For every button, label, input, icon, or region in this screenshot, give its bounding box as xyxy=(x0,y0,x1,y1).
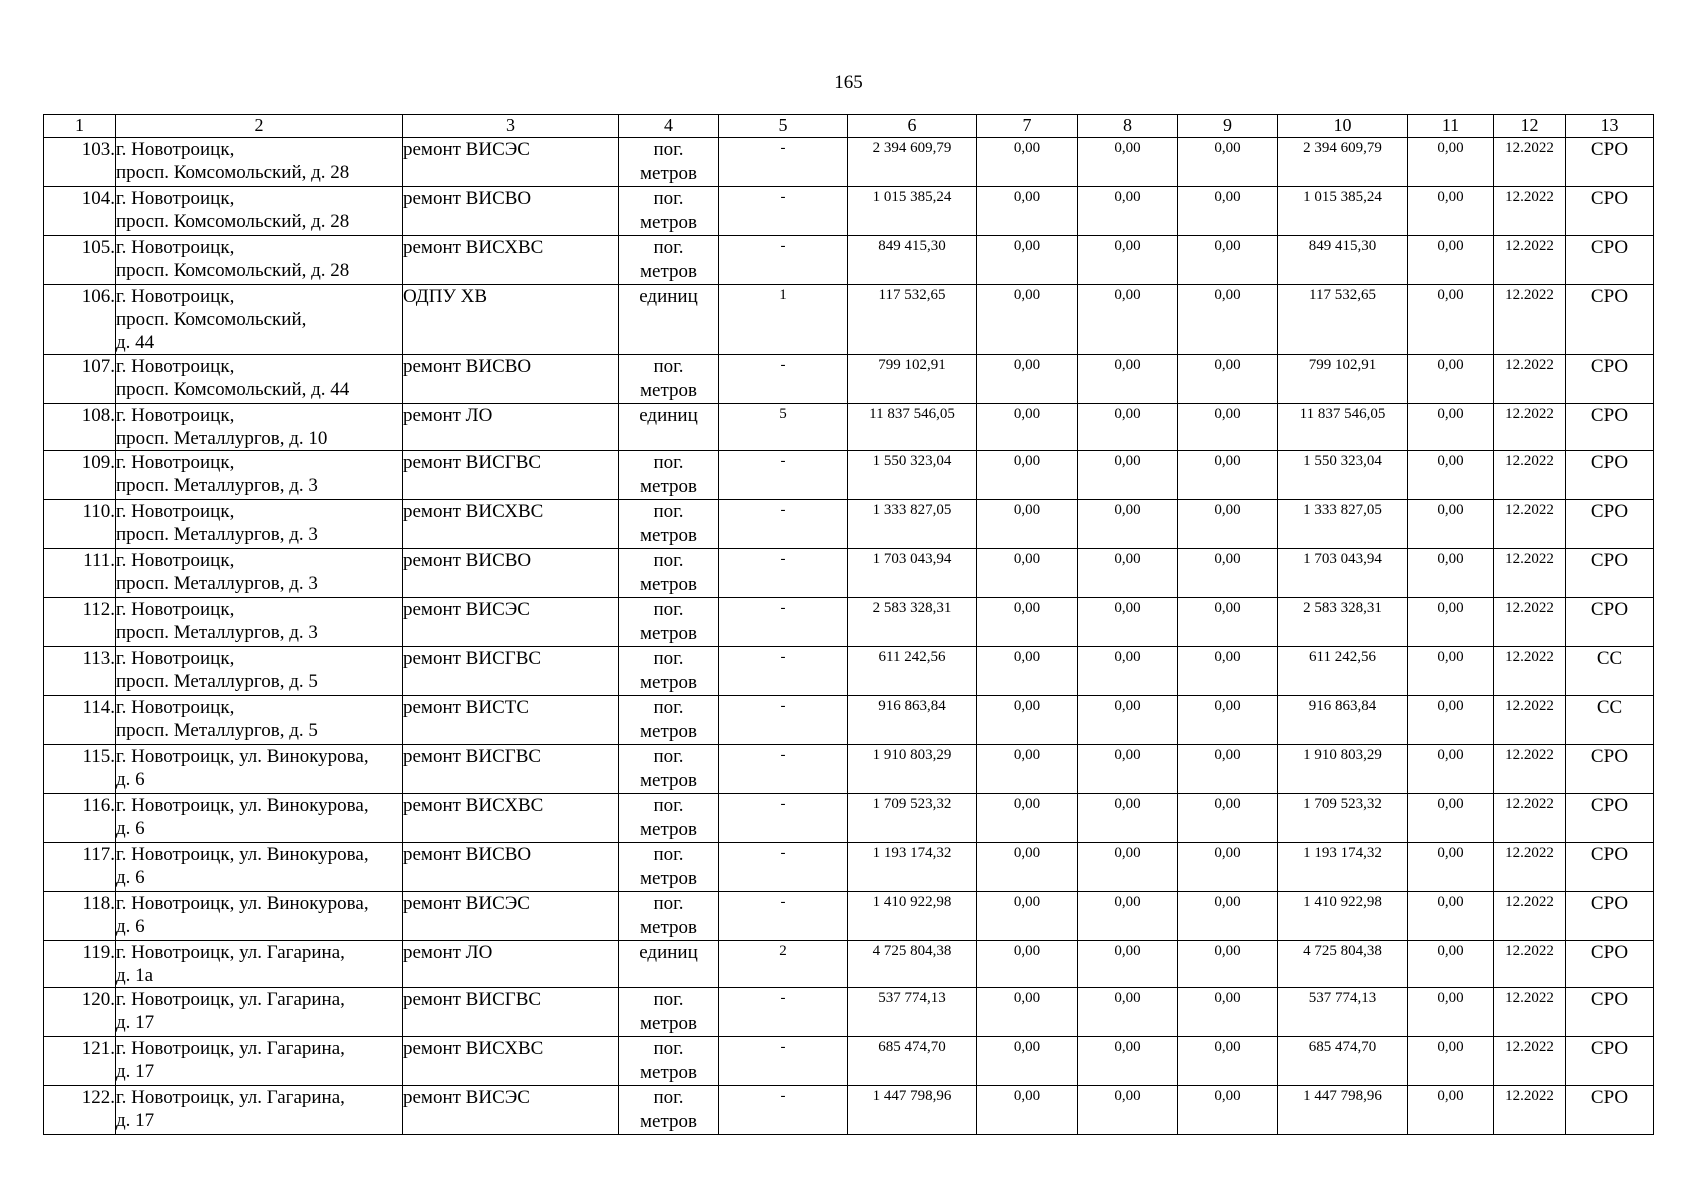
unit-cell: пог. метров xyxy=(619,138,719,187)
amount-cell: 0,00 xyxy=(1178,988,1278,1037)
table-row xyxy=(44,1037,1654,1086)
table-row xyxy=(44,598,1654,647)
completion-date-cell: 12.2022 xyxy=(1494,647,1566,696)
fund-type-cell: СРО xyxy=(1566,745,1654,794)
amount-cell: 0,00 xyxy=(1078,236,1178,285)
amount-cell: 1 703 043,94 xyxy=(1278,549,1408,598)
amount-cell: 0,00 xyxy=(1078,451,1178,500)
work-type-cell: ремонт ВИСХВС xyxy=(403,500,619,549)
fund-type-cell: СРО xyxy=(1566,794,1654,843)
table-row xyxy=(44,794,1654,843)
table-row xyxy=(44,892,1654,941)
amount-cell: 0,00 xyxy=(977,138,1078,187)
amount-cell: 0,00 xyxy=(1078,500,1178,549)
completion-date-cell: 12.2022 xyxy=(1494,843,1566,892)
unit-cell: пог. метров xyxy=(619,647,719,696)
amount-cell: 0,00 xyxy=(1408,843,1494,892)
amount-cell: 0,00 xyxy=(1408,941,1494,988)
amount-cell: 2 394 609,79 xyxy=(1278,138,1408,187)
fund-type-cell: СРО xyxy=(1566,404,1654,451)
amount-cell: 0,00 xyxy=(1078,285,1178,355)
table-row xyxy=(44,988,1654,1037)
table-row xyxy=(44,745,1654,794)
column-header: 3 xyxy=(403,115,619,138)
column-header: 13 xyxy=(1566,115,1654,138)
amount-cell: 1 910 803,29 xyxy=(1278,745,1408,794)
amount-cell: 0,00 xyxy=(1178,892,1278,941)
amount-cell: 1 709 523,32 xyxy=(1278,794,1408,843)
amount-cell: 11 837 546,05 xyxy=(1278,404,1408,451)
amount-cell: 0,00 xyxy=(1178,549,1278,598)
column-header: 7 xyxy=(977,115,1078,138)
amount-cell: 0,00 xyxy=(1078,843,1178,892)
amount-cell: 0,00 xyxy=(1078,988,1178,1037)
work-type-cell: ремонт ВИСХВС xyxy=(403,794,619,843)
unit-cell: пог. метров xyxy=(619,892,719,941)
amount-cell: 0,00 xyxy=(1078,696,1178,745)
quantity-cell: - xyxy=(719,1037,848,1086)
fund-type-cell: СРО xyxy=(1566,941,1654,988)
amount-cell: 0,00 xyxy=(1078,598,1178,647)
work-type-cell: ремонт ВИСВО xyxy=(403,549,619,598)
total-cost-cell: 2 394 609,79 xyxy=(848,138,977,187)
work-type-cell: ремонт ВИСВО xyxy=(403,355,619,404)
table-row xyxy=(44,941,1654,988)
quantity-cell: - xyxy=(719,451,848,500)
quantity-cell: - xyxy=(719,236,848,285)
amount-cell: 849 415,30 xyxy=(1278,236,1408,285)
work-type-cell: ремонт ВИСВО xyxy=(403,187,619,236)
work-type-cell: ремонт ВИСГВС xyxy=(403,988,619,1037)
amount-cell: 0,00 xyxy=(1178,598,1278,647)
unit-cell: пог. метров xyxy=(619,500,719,549)
amount-cell: 0,00 xyxy=(977,1086,1078,1135)
column-header: 10 xyxy=(1278,115,1408,138)
amount-cell: 0,00 xyxy=(977,843,1078,892)
fund-type-cell: СРО xyxy=(1566,285,1654,355)
amount-cell: 0,00 xyxy=(977,404,1078,451)
amount-cell: 0,00 xyxy=(1408,794,1494,843)
amount-cell: 0,00 xyxy=(1078,187,1178,236)
total-cost-cell: 1 333 827,05 xyxy=(848,500,977,549)
address-cell: г. Новотроицк, просп. Металлургов, д. 3 xyxy=(116,549,403,598)
amount-cell: 0,00 xyxy=(1178,794,1278,843)
amount-cell: 1 410 922,98 xyxy=(1278,892,1408,941)
work-type-cell: ремонт ВИСЭС xyxy=(403,892,619,941)
amount-cell: 0,00 xyxy=(977,187,1078,236)
address-cell: г. Новотроицк, ул. Винокурова, д. 6 xyxy=(116,843,403,892)
amount-cell: 0,00 xyxy=(977,236,1078,285)
table-body xyxy=(44,138,1654,1135)
amount-cell: 0,00 xyxy=(1078,745,1178,794)
amount-cell: 0,00 xyxy=(1178,187,1278,236)
total-cost-cell: 1 447 798,96 xyxy=(848,1086,977,1135)
amount-cell: 0,00 xyxy=(977,598,1078,647)
row-number: 115. xyxy=(44,745,116,794)
address-cell: г. Новотроицк, ул. Винокурова, д. 6 xyxy=(116,745,403,794)
total-cost-cell: 849 415,30 xyxy=(848,236,977,285)
completion-date-cell: 12.2022 xyxy=(1494,598,1566,647)
completion-date-cell: 12.2022 xyxy=(1494,404,1566,451)
unit-cell: пог. метров xyxy=(619,549,719,598)
row-number: 122. xyxy=(44,1086,116,1135)
amount-cell: 0,00 xyxy=(1408,451,1494,500)
total-cost-cell: 1 410 922,98 xyxy=(848,892,977,941)
address-cell: г. Новотроицк, просп. Металлургов, д. 3 xyxy=(116,500,403,549)
total-cost-cell: 1 703 043,94 xyxy=(848,549,977,598)
amount-cell: 0,00 xyxy=(1178,647,1278,696)
total-cost-cell: 2 583 328,31 xyxy=(848,598,977,647)
address-cell: г. Новотроицк, просп. Металлургов, д. 3 xyxy=(116,598,403,647)
column-header: 8 xyxy=(1078,115,1178,138)
quantity-cell: - xyxy=(719,500,848,549)
amount-cell: 0,00 xyxy=(1078,1037,1178,1086)
completion-date-cell: 12.2022 xyxy=(1494,941,1566,988)
work-type-cell: ремонт ВИСХВС xyxy=(403,1037,619,1086)
fund-type-cell: СРО xyxy=(1566,355,1654,404)
table-row xyxy=(44,138,1654,187)
work-type-cell: ремонт ВИСХВС xyxy=(403,236,619,285)
table-row xyxy=(44,404,1654,451)
total-cost-cell: 1 910 803,29 xyxy=(848,745,977,794)
repair-registry-table xyxy=(43,114,1654,1135)
amount-cell: 0,00 xyxy=(1178,696,1278,745)
address-cell: г. Новотроицк, просп. Комсомольский, д. 28 xyxy=(116,236,403,285)
work-type-cell: ремонт ВИСЭС xyxy=(403,1086,619,1135)
row-number: 110. xyxy=(44,500,116,549)
quantity-cell: - xyxy=(719,745,848,794)
table-row xyxy=(44,451,1654,500)
row-number: 113. xyxy=(44,647,116,696)
row-number: 118. xyxy=(44,892,116,941)
total-cost-cell: 916 863,84 xyxy=(848,696,977,745)
address-cell: г. Новотроицк, просп. Металлургов, д. 3 xyxy=(116,451,403,500)
amount-cell: 1 447 798,96 xyxy=(1278,1086,1408,1135)
completion-date-cell: 12.2022 xyxy=(1494,500,1566,549)
amount-cell: 0,00 xyxy=(977,794,1078,843)
unit-cell: единиц xyxy=(619,404,719,451)
quantity-cell: - xyxy=(719,138,848,187)
unit-cell: единиц xyxy=(619,941,719,988)
amount-cell: 0,00 xyxy=(977,1037,1078,1086)
fund-type-cell: СРО xyxy=(1566,988,1654,1037)
amount-cell: 0,00 xyxy=(1408,1037,1494,1086)
amount-cell: 0,00 xyxy=(1178,941,1278,988)
amount-cell: 0,00 xyxy=(977,892,1078,941)
amount-cell: 1 193 174,32 xyxy=(1278,843,1408,892)
amount-cell: 916 863,84 xyxy=(1278,696,1408,745)
amount-cell: 0,00 xyxy=(1178,404,1278,451)
address-cell: г. Новотроицк, просп. Комсомольский, д. 44 xyxy=(116,355,403,404)
fund-type-cell: СС xyxy=(1566,696,1654,745)
unit-cell: пог. метров xyxy=(619,843,719,892)
amount-cell: 0,00 xyxy=(1408,355,1494,404)
address-cell: г. Новотроицк, просп. Металлургов, д. 5 xyxy=(116,696,403,745)
address-cell: г. Новотроицк, ул. Гагарина, д. 17 xyxy=(116,1037,403,1086)
amount-cell: 1 333 827,05 xyxy=(1278,500,1408,549)
amount-cell: 0,00 xyxy=(977,451,1078,500)
unit-cell: пог. метров xyxy=(619,1086,719,1135)
table-row xyxy=(44,647,1654,696)
unit-cell: пог. метров xyxy=(619,236,719,285)
quantity-cell: 1 xyxy=(719,285,848,355)
completion-date-cell: 12.2022 xyxy=(1494,355,1566,404)
amount-cell: 0,00 xyxy=(1078,941,1178,988)
unit-cell: пог. метров xyxy=(619,598,719,647)
row-number: 104. xyxy=(44,187,116,236)
fund-type-cell: СРО xyxy=(1566,1086,1654,1135)
total-cost-cell: 117 532,65 xyxy=(848,285,977,355)
unit-cell: пог. метров xyxy=(619,696,719,745)
address-cell: г. Новотроицк, просп. Комсомольский, д. 28 xyxy=(116,138,403,187)
fund-type-cell: СРО xyxy=(1566,500,1654,549)
address-cell: г. Новотроицк, просп. Металлургов, д. 5 xyxy=(116,647,403,696)
amount-cell: 0,00 xyxy=(977,941,1078,988)
address-cell: г. Новотроицк, просп. Комсомольский, д. 44 xyxy=(116,285,403,355)
table-row xyxy=(44,696,1654,745)
amount-cell: 0,00 xyxy=(977,549,1078,598)
amount-cell: 685 474,70 xyxy=(1278,1037,1408,1086)
amount-cell: 0,00 xyxy=(1078,404,1178,451)
row-number: 108. xyxy=(44,404,116,451)
amount-cell: 0,00 xyxy=(1078,794,1178,843)
amount-cell: 1 550 323,04 xyxy=(1278,451,1408,500)
amount-cell: 0,00 xyxy=(1178,285,1278,355)
amount-cell: 0,00 xyxy=(1178,843,1278,892)
fund-type-cell: СРО xyxy=(1566,1037,1654,1086)
amount-cell: 0,00 xyxy=(1408,696,1494,745)
completion-date-cell: 12.2022 xyxy=(1494,549,1566,598)
quantity-cell: - xyxy=(719,892,848,941)
work-type-cell: ремонт ЛО xyxy=(403,404,619,451)
address-cell: г. Новотроицк, ул. Гагарина, д. 1а xyxy=(116,941,403,988)
amount-cell: 0,00 xyxy=(1178,451,1278,500)
completion-date-cell: 12.2022 xyxy=(1494,794,1566,843)
fund-type-cell: СРО xyxy=(1566,598,1654,647)
amount-cell: 1 015 385,24 xyxy=(1278,187,1408,236)
amount-cell: 0,00 xyxy=(1078,355,1178,404)
total-cost-cell: 611 242,56 xyxy=(848,647,977,696)
quantity-cell: 5 xyxy=(719,404,848,451)
fund-type-cell: СРО xyxy=(1566,451,1654,500)
total-cost-cell: 1 709 523,32 xyxy=(848,794,977,843)
amount-cell: 0,00 xyxy=(977,500,1078,549)
completion-date-cell: 12.2022 xyxy=(1494,696,1566,745)
quantity-cell: 2 xyxy=(719,941,848,988)
unit-cell: пог. метров xyxy=(619,745,719,794)
amount-cell: 0,00 xyxy=(1408,988,1494,1037)
total-cost-cell: 1 550 323,04 xyxy=(848,451,977,500)
amount-cell: 0,00 xyxy=(1408,745,1494,794)
fund-type-cell: СРО xyxy=(1566,843,1654,892)
row-number: 109. xyxy=(44,451,116,500)
unit-cell: пог. метров xyxy=(619,1037,719,1086)
fund-type-cell: СРО xyxy=(1566,549,1654,598)
row-number: 105. xyxy=(44,236,116,285)
amount-cell: 0,00 xyxy=(1408,598,1494,647)
total-cost-cell: 4 725 804,38 xyxy=(848,941,977,988)
row-number: 107. xyxy=(44,355,116,404)
work-type-cell: ремонт ЛО xyxy=(403,941,619,988)
row-number: 117. xyxy=(44,843,116,892)
completion-date-cell: 12.2022 xyxy=(1494,187,1566,236)
row-number: 114. xyxy=(44,696,116,745)
header-row xyxy=(44,115,1654,138)
table-row xyxy=(44,500,1654,549)
column-header: 11 xyxy=(1408,115,1494,138)
completion-date-cell: 12.2022 xyxy=(1494,1037,1566,1086)
address-cell: г. Новотроицк, ул. Гагарина, д. 17 xyxy=(116,988,403,1037)
amount-cell: 0,00 xyxy=(1408,892,1494,941)
amount-cell: 0,00 xyxy=(1178,745,1278,794)
quantity-cell: - xyxy=(719,598,848,647)
fund-type-cell: СРО xyxy=(1566,187,1654,236)
work-type-cell: ремонт ВИСТС xyxy=(403,696,619,745)
amount-cell: 2 583 328,31 xyxy=(1278,598,1408,647)
table-row xyxy=(44,236,1654,285)
amount-cell: 0,00 xyxy=(1408,404,1494,451)
amount-cell: 0,00 xyxy=(977,285,1078,355)
unit-cell: пог. метров xyxy=(619,187,719,236)
amount-cell: 0,00 xyxy=(1408,1086,1494,1135)
row-number: 119. xyxy=(44,941,116,988)
amount-cell: 0,00 xyxy=(1408,549,1494,598)
total-cost-cell: 11 837 546,05 xyxy=(848,404,977,451)
total-cost-cell: 685 474,70 xyxy=(848,1037,977,1086)
column-header: 6 xyxy=(848,115,977,138)
table-row xyxy=(44,355,1654,404)
work-type-cell: ремонт ВИСЭС xyxy=(403,598,619,647)
amount-cell: 0,00 xyxy=(1408,647,1494,696)
column-header: 12 xyxy=(1494,115,1566,138)
column-header: 4 xyxy=(619,115,719,138)
fund-type-cell: СРО xyxy=(1566,138,1654,187)
amount-cell: 0,00 xyxy=(1408,285,1494,355)
address-cell: г. Новотроицк, просп. Металлургов, д. 10 xyxy=(116,404,403,451)
work-type-cell: ремонт ВИСГВС xyxy=(403,647,619,696)
amount-cell: 611 242,56 xyxy=(1278,647,1408,696)
row-number: 106. xyxy=(44,285,116,355)
amount-cell: 0,00 xyxy=(1078,549,1178,598)
total-cost-cell: 1 015 385,24 xyxy=(848,187,977,236)
row-number: 112. xyxy=(44,598,116,647)
table-row xyxy=(44,843,1654,892)
unit-cell: единиц xyxy=(619,285,719,355)
amount-cell: 0,00 xyxy=(1178,1037,1278,1086)
amount-cell: 0,00 xyxy=(1178,138,1278,187)
completion-date-cell: 12.2022 xyxy=(1494,451,1566,500)
amount-cell: 4 725 804,38 xyxy=(1278,941,1408,988)
page-number: 165 xyxy=(834,72,863,93)
total-cost-cell: 537 774,13 xyxy=(848,988,977,1037)
row-number: 120. xyxy=(44,988,116,1037)
table-row xyxy=(44,549,1654,598)
total-cost-cell: 799 102,91 xyxy=(848,355,977,404)
unit-cell: пог. метров xyxy=(619,355,719,404)
amount-cell: 0,00 xyxy=(977,355,1078,404)
amount-cell: 0,00 xyxy=(1408,138,1494,187)
unit-cell: пог. метров xyxy=(619,794,719,843)
work-type-cell: ремонт ВИСГВС xyxy=(403,451,619,500)
address-cell: г. Новотроицк, ул. Винокурова, д. 6 xyxy=(116,892,403,941)
completion-date-cell: 12.2022 xyxy=(1494,138,1566,187)
amount-cell: 0,00 xyxy=(1178,1086,1278,1135)
amount-cell: 0,00 xyxy=(1078,138,1178,187)
quantity-cell: - xyxy=(719,1086,848,1135)
column-header: 9 xyxy=(1178,115,1278,138)
fund-type-cell: СРО xyxy=(1566,236,1654,285)
amount-cell: 0,00 xyxy=(977,745,1078,794)
address-cell: г. Новотроицк, ул. Винокурова, д. 6 xyxy=(116,794,403,843)
quantity-cell: - xyxy=(719,355,848,404)
table-row xyxy=(44,1086,1654,1135)
amount-cell: 0,00 xyxy=(1408,236,1494,285)
quantity-cell: - xyxy=(719,187,848,236)
work-type-cell: ремонт ВИСГВС xyxy=(403,745,619,794)
amount-cell: 799 102,91 xyxy=(1278,355,1408,404)
completion-date-cell: 12.2022 xyxy=(1494,285,1566,355)
amount-cell: 0,00 xyxy=(1078,892,1178,941)
unit-cell: пог. метров xyxy=(619,451,719,500)
completion-date-cell: 12.2022 xyxy=(1494,1086,1566,1135)
amount-cell: 0,00 xyxy=(1078,1086,1178,1135)
completion-date-cell: 12.2022 xyxy=(1494,892,1566,941)
quantity-cell: - xyxy=(719,794,848,843)
amount-cell: 0,00 xyxy=(1078,647,1178,696)
unit-cell: пог. метров xyxy=(619,988,719,1037)
completion-date-cell: 12.2022 xyxy=(1494,236,1566,285)
column-header: 2 xyxy=(116,115,403,138)
work-type-cell: ремонт ВИСВО xyxy=(403,843,619,892)
completion-date-cell: 12.2022 xyxy=(1494,988,1566,1037)
quantity-cell: - xyxy=(719,843,848,892)
amount-cell: 0,00 xyxy=(1408,187,1494,236)
amount-cell: 0,00 xyxy=(977,696,1078,745)
quantity-cell: - xyxy=(719,647,848,696)
work-type-cell: ремонт ВИСЭС xyxy=(403,138,619,187)
work-type-cell: ОДПУ ХВ xyxy=(403,285,619,355)
quantity-cell: - xyxy=(719,549,848,598)
quantity-cell: - xyxy=(719,988,848,1037)
row-number: 121. xyxy=(44,1037,116,1086)
amount-cell: 0,00 xyxy=(977,988,1078,1037)
amount-cell: 0,00 xyxy=(1408,500,1494,549)
amount-cell: 0,00 xyxy=(1178,355,1278,404)
total-cost-cell: 1 193 174,32 xyxy=(848,843,977,892)
row-number: 103. xyxy=(44,138,116,187)
fund-type-cell: СС xyxy=(1566,647,1654,696)
row-number: 111. xyxy=(44,549,116,598)
amount-cell: 0,00 xyxy=(1178,236,1278,285)
column-header: 5 xyxy=(719,115,848,138)
address-cell: г. Новотроицк, просп. Комсомольский, д. 28 xyxy=(116,187,403,236)
column-header: 1 xyxy=(44,115,116,138)
table-row xyxy=(44,187,1654,236)
amount-cell: 537 774,13 xyxy=(1278,988,1408,1037)
amount-cell: 0,00 xyxy=(977,647,1078,696)
amount-cell: 0,00 xyxy=(1178,500,1278,549)
fund-type-cell: СРО xyxy=(1566,892,1654,941)
quantity-cell: - xyxy=(719,696,848,745)
table-row xyxy=(44,285,1654,355)
address-cell: г. Новотроицк, ул. Гагарина, д. 17 xyxy=(116,1086,403,1135)
completion-date-cell: 12.2022 xyxy=(1494,745,1566,794)
row-number: 116. xyxy=(44,794,116,843)
amount-cell: 117 532,65 xyxy=(1278,285,1408,355)
